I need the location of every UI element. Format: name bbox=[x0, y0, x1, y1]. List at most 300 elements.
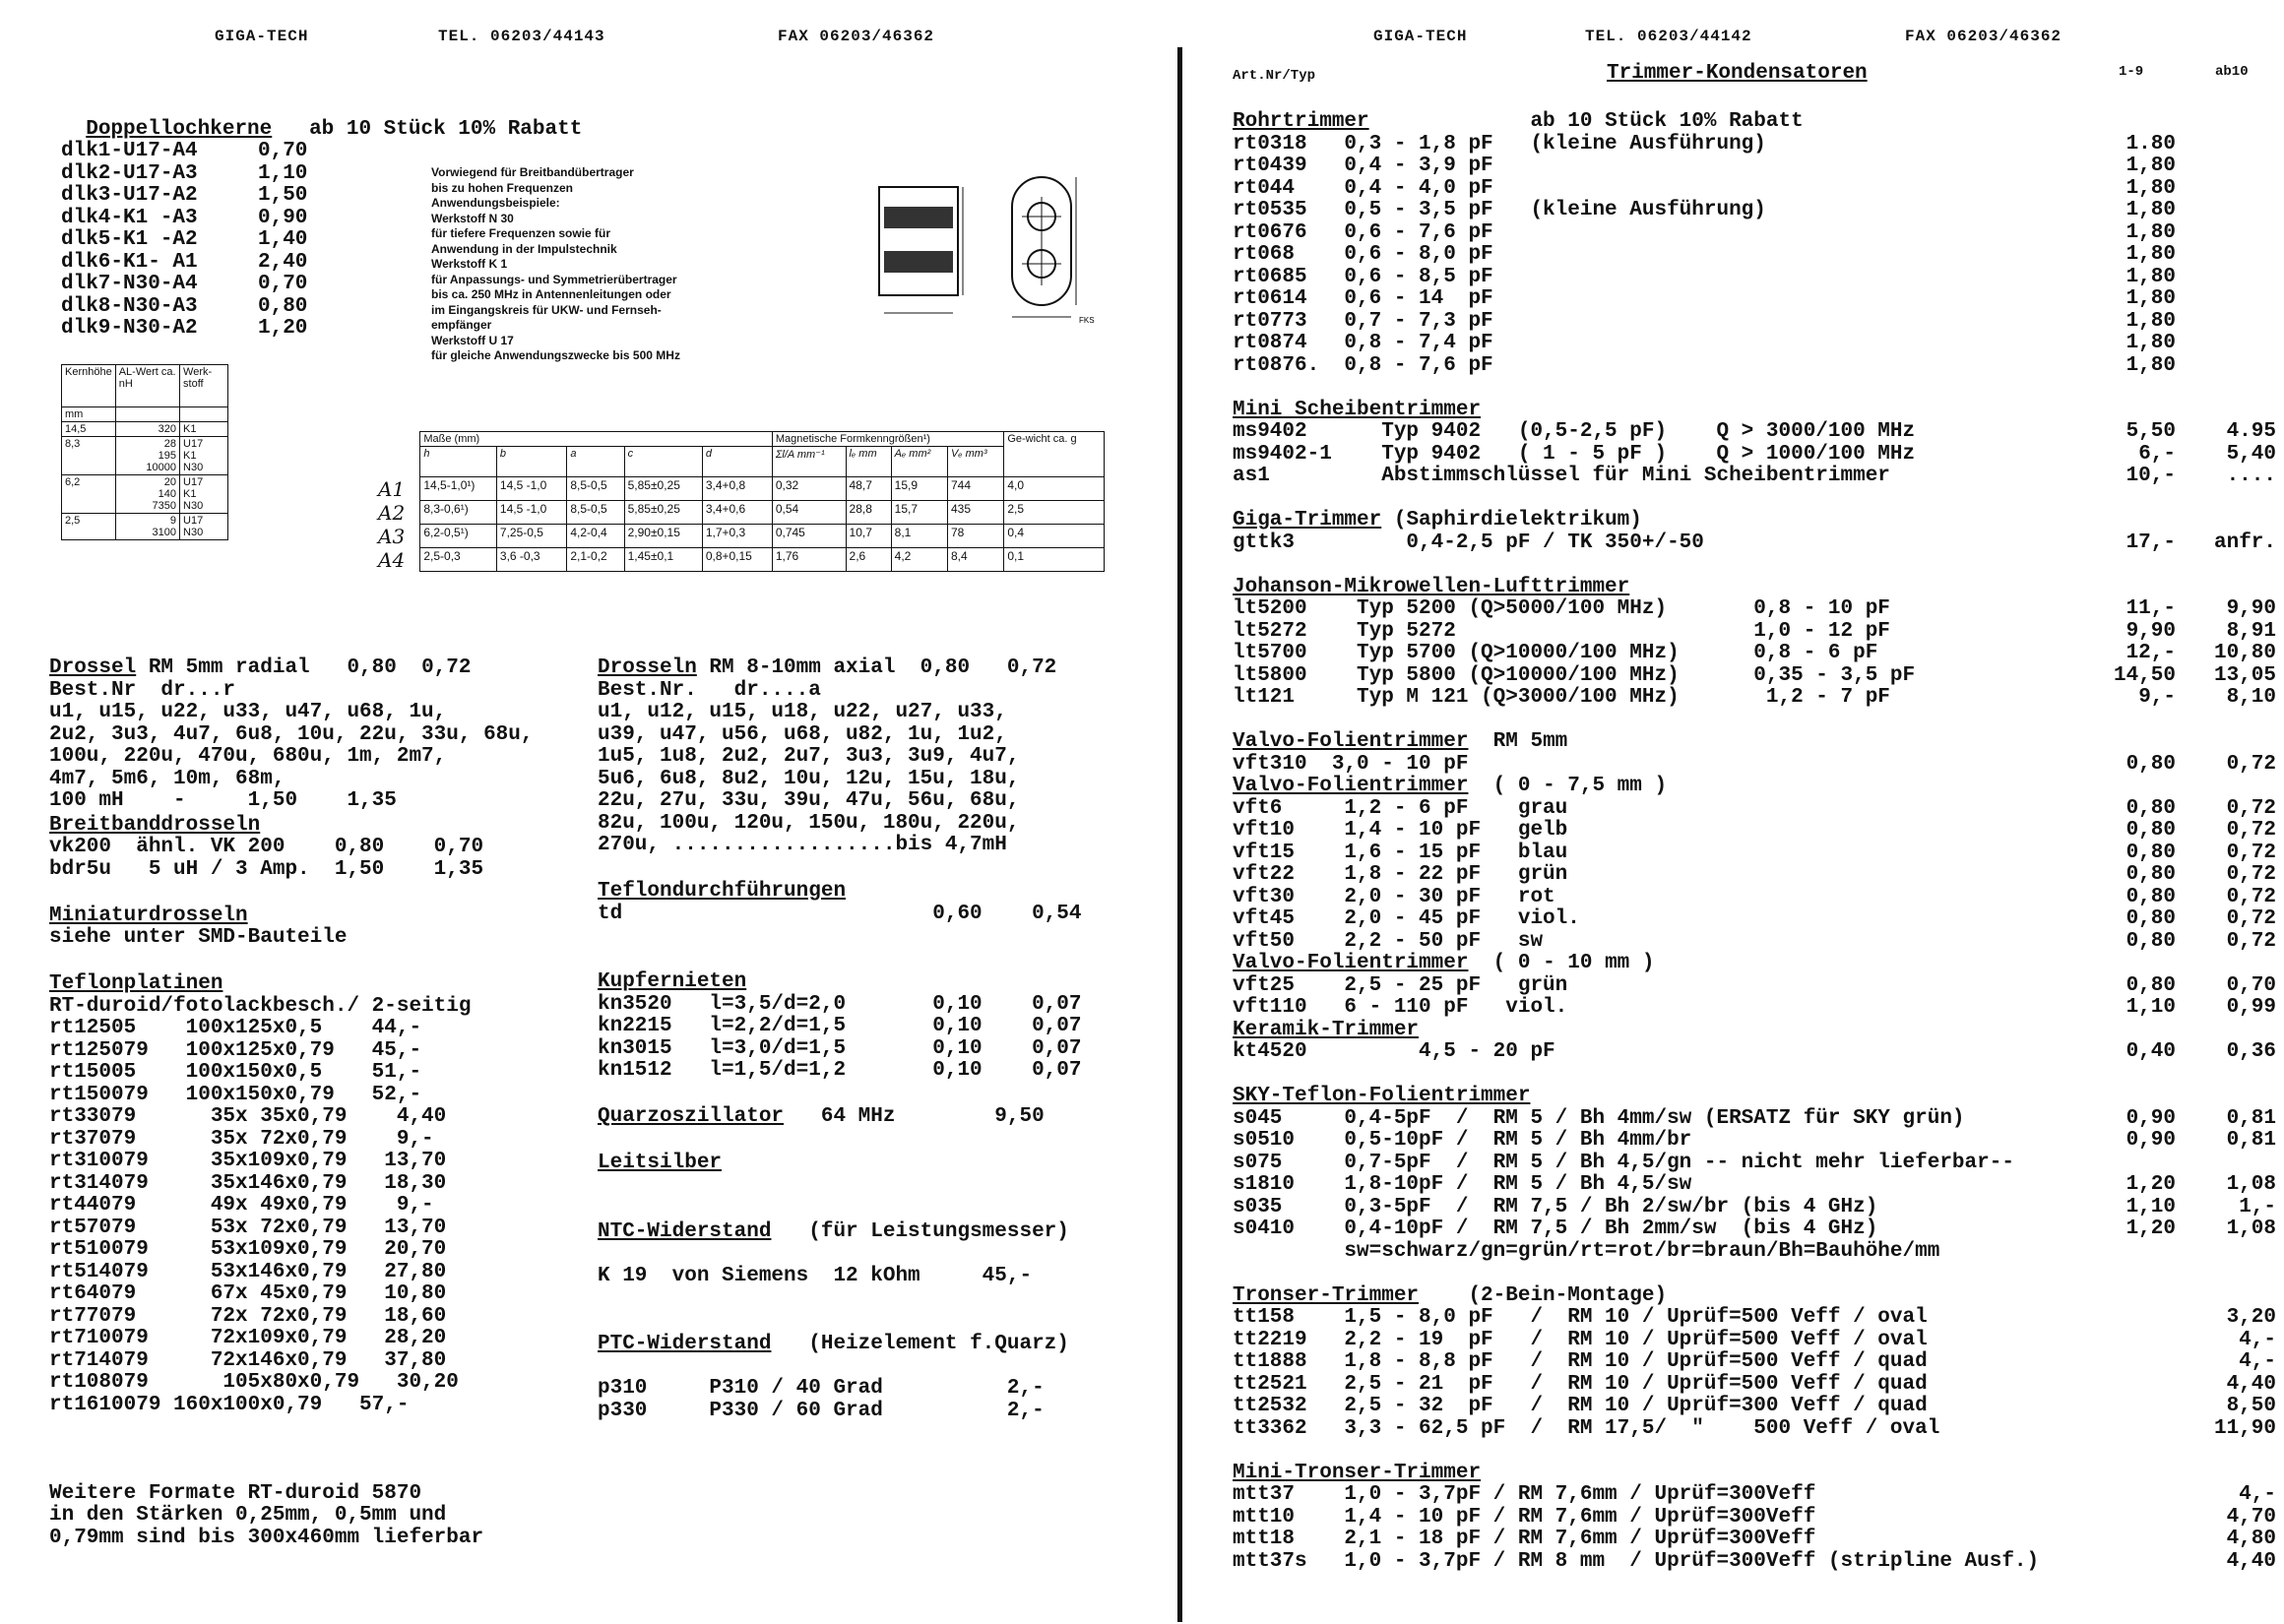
text-line: RT-duroid/fotolackbesch./ 2-seitig bbox=[49, 994, 472, 1018]
text-line: Best.Nr dr...r bbox=[49, 678, 236, 702]
text-line bbox=[598, 948, 1081, 970]
table-cell: 744 bbox=[947, 477, 1003, 501]
app-text-line: Werkstoff K 1 bbox=[431, 257, 508, 271]
row-text: sw=schwarz/gn=grün/rt=rot/br=braun/Bh=Bauhöhe/mm bbox=[1233, 1239, 1940, 1263]
row-text: mtt37s 1,0 - 3,7pF / RM 8 mm / Uprüf=300Veff (stripline Ausf.) bbox=[1233, 1549, 2040, 1573]
table-row bbox=[1233, 1395, 2284, 1417]
table-header: Aₑ mm² bbox=[891, 447, 947, 477]
table-cell: 2,5-0,3 bbox=[420, 548, 497, 572]
table-cell: 14,5 -1,0 bbox=[496, 501, 566, 525]
table-row bbox=[1233, 465, 2284, 487]
table-row bbox=[1233, 553, 2284, 576]
row-text: kt4520 4,5 - 20 pF bbox=[1233, 1040, 1555, 1063]
table-cell: 14,5 -1,0 bbox=[496, 477, 566, 501]
table-row bbox=[1233, 354, 2284, 377]
text-line: rt514079 53x146x0,79 27,80 bbox=[49, 1260, 447, 1283]
text-line: 1u5, 1u8, 2u2, 2u7, 3u3, 3u9, 4u7, bbox=[598, 745, 1020, 768]
table-row bbox=[1233, 1483, 2284, 1506]
table-header: a bbox=[567, 447, 624, 477]
table-header: Magnetische Formkenngrößen¹) bbox=[772, 432, 1004, 447]
text-line-rest: RM 8-10mm axial 0,80 0,72 bbox=[696, 656, 1057, 679]
item-price: 0,90 bbox=[258, 206, 308, 229]
list-item bbox=[61, 251, 356, 274]
row-text: rt0773 0,7 - 7,3 pF bbox=[1233, 309, 1493, 333]
table-cell: 1,76 bbox=[772, 548, 846, 572]
row-text: vft30 2,0 - 30 pF rot bbox=[1233, 885, 1555, 908]
doppelloch-title: Doppellochkerne bbox=[86, 117, 273, 141]
table-row bbox=[1233, 1462, 2284, 1484]
row-text: vft110 6 - 110 pF viol. bbox=[1233, 996, 1568, 1019]
list-item bbox=[61, 273, 356, 295]
row-text: lt5700 Typ 5700 (Q>10000/100 MHz) 0,8 - 6 pF bbox=[1233, 642, 1878, 664]
item-price: 1,50 bbox=[258, 184, 308, 207]
table-header: AL-Wert ca. nH bbox=[115, 365, 179, 407]
table-cell: 9 3100 bbox=[115, 514, 179, 540]
price-1-9: 0,80 bbox=[2125, 863, 2176, 886]
table-header: Maße (mm) bbox=[420, 432, 772, 447]
table-cell: 8,4 bbox=[947, 548, 1003, 572]
table-cell: 320 bbox=[115, 422, 179, 437]
table-header: Kernhöhe bbox=[62, 365, 116, 407]
text-line: rt44079 49x 49x0,79 9,- bbox=[49, 1194, 434, 1217]
price-ab10: 4,80 bbox=[2226, 1528, 2276, 1550]
text-line: Weitere Formate RT-duroid 5870 bbox=[49, 1481, 422, 1505]
text-line: in den Stärken 0,25mm, 0,5mm und bbox=[49, 1504, 447, 1527]
price-1-9: 12,- bbox=[2125, 642, 2176, 664]
list-item bbox=[61, 162, 356, 185]
table-header: d bbox=[702, 447, 772, 477]
text-line bbox=[598, 1287, 1081, 1310]
table-row bbox=[1233, 886, 2284, 908]
table-cell: 7,25-0,5 bbox=[496, 525, 566, 548]
section-heading: Drosseln bbox=[598, 656, 697, 679]
price-1-9: 1,80 bbox=[2125, 353, 2176, 377]
price-1-9: 1.80 bbox=[2125, 132, 2176, 156]
table-row bbox=[1233, 1306, 2284, 1329]
price-1-9: 1,80 bbox=[2125, 265, 2176, 288]
row-text: lt5272 Typ 5272 1,0 - 12 pF bbox=[1233, 619, 1890, 643]
text-line: kn2215 l=2,2/d=1,5 0,10 0,07 bbox=[598, 1015, 1082, 1037]
text-line bbox=[49, 1461, 533, 1483]
section-heading: Mini-Tronser-Trimmer bbox=[1233, 1461, 1482, 1484]
price-ab10: 0,99 bbox=[2226, 996, 2276, 1019]
right-header-company: GIGA-TECH bbox=[1373, 28, 1468, 45]
text-line: rt310079 35x109x0,79 13,70 bbox=[49, 1150, 447, 1172]
table-row bbox=[1233, 930, 2284, 953]
row-text: vft10 1,4 - 10 pF gelb bbox=[1233, 819, 1568, 842]
text-line: u1, u12, u15, u18, u22, u27, u33, bbox=[598, 701, 1007, 723]
table-cell: 6,2-0,5¹) bbox=[420, 525, 497, 548]
text-line: K 19 von Siemens 12 kOhm 45,- bbox=[598, 1264, 1033, 1287]
price-ab10: 0,72 bbox=[2226, 841, 2276, 864]
core-figure bbox=[874, 157, 1110, 340]
item-name: dlk9-N30-A2 bbox=[61, 317, 198, 340]
table-row bbox=[1233, 243, 2284, 266]
price-ab10: anfr. bbox=[2213, 531, 2276, 554]
table-cell: U17 N30 bbox=[180, 514, 228, 540]
text-line bbox=[598, 1243, 1081, 1266]
table-row bbox=[1233, 620, 2284, 643]
table-row bbox=[1233, 1373, 2284, 1396]
price-ab10: 4,70 bbox=[2226, 1505, 2276, 1529]
table-row bbox=[374, 525, 1105, 548]
row-text: mtt37 1,0 - 3,7pF / RM 7,6mm / Uprüf=300Veff bbox=[1233, 1483, 1816, 1506]
text-line bbox=[598, 1175, 1081, 1198]
table-cell: U17 K1 N30 bbox=[180, 475, 228, 514]
text-line bbox=[598, 925, 1081, 948]
price-1-9: 1,80 bbox=[2125, 332, 2176, 354]
row-tag: A2 bbox=[378, 500, 406, 525]
row-text: vft15 1,6 - 15 pF blau bbox=[1233, 841, 1568, 864]
row-text bbox=[1233, 1019, 1419, 1041]
section-heading: Tronser-Trimmer bbox=[1233, 1283, 1420, 1307]
table-row bbox=[1233, 177, 2284, 200]
table-cell: 20 140 7350 bbox=[115, 475, 179, 514]
table-header: c bbox=[624, 447, 702, 477]
row-text: tt1888 1,8 - 8,8 pF / RM 10 / Uprüf=500 Veff / quad bbox=[1233, 1350, 1928, 1373]
text-line: rt510079 53x109x0,79 20,70 bbox=[49, 1238, 447, 1261]
table-row bbox=[1233, 730, 2284, 753]
left-header-tel: TEL. 06203/44143 bbox=[438, 28, 605, 45]
price-1-9: 1,20 bbox=[2125, 1218, 2176, 1240]
row-text: s045 0,4-5pF / RM 5 / Bh 4mm/sw (ERSATZ für SKY grün) bbox=[1233, 1106, 1965, 1130]
table-cell: 0,745 bbox=[772, 525, 846, 548]
price-1-9: 17,- bbox=[2125, 531, 2176, 554]
text-line: rt108079 105x80x0,79 30,20 bbox=[49, 1371, 459, 1394]
table-cell: 4,0 bbox=[1004, 477, 1105, 501]
table-row bbox=[1233, 1085, 2284, 1107]
text-line-rest: (für Leistungsmesser) bbox=[771, 1219, 1069, 1243]
table-cell: 14,5 bbox=[62, 422, 116, 437]
table-header: h bbox=[420, 447, 497, 477]
table-row bbox=[374, 477, 1105, 501]
price-ab10: 4,40 bbox=[2226, 1549, 2276, 1573]
text-line bbox=[598, 1106, 1081, 1129]
row-text-rest: ab 10 Stück 10% Rabatt bbox=[1368, 110, 1804, 133]
price-ab10: 1,- bbox=[2239, 1195, 2276, 1218]
table-row bbox=[1233, 863, 2284, 886]
table-row bbox=[374, 432, 1105, 447]
price-1-9: 1,10 bbox=[2125, 996, 2176, 1019]
left-header-fax: FAX 06203/46362 bbox=[778, 28, 935, 45]
price-ab10: 0,72 bbox=[2226, 929, 2276, 953]
table-cell: 8,5-0,5 bbox=[567, 501, 624, 525]
price-ab10: 4.95 bbox=[2226, 420, 2276, 443]
table-cell: 28,8 bbox=[846, 501, 891, 525]
row-text: tt2532 2,5 - 32 pF / RM 10 / Uprüf=300 Veff / quad bbox=[1233, 1395, 1928, 1417]
table-row bbox=[1233, 1350, 2284, 1373]
table-row bbox=[1233, 110, 2284, 133]
price-1-9: 0,80 bbox=[2125, 819, 2176, 842]
row-text: s075 0,7-5pF / RM 5 / Bh 4,5/gn -- nicht mehr lieferbar-- bbox=[1233, 1151, 2014, 1174]
list-item bbox=[61, 228, 356, 251]
trimmer-list bbox=[1233, 110, 2284, 1572]
section-heading: Kupfernieten bbox=[598, 970, 747, 993]
section-heading: Valvo-Folientrimmer bbox=[1233, 775, 1469, 797]
price-1-9: 0,80 bbox=[2125, 885, 2176, 908]
row-text: s0510 0,5-10pF / RM 5 / Bh 4mm/br bbox=[1233, 1129, 1692, 1152]
text-line-rest: 64 MHz 9,50 bbox=[784, 1105, 1045, 1128]
text-line: siehe unter SMD-Bauteile bbox=[49, 926, 348, 949]
price-1-9: 11,- bbox=[2125, 597, 2176, 620]
price-1-9: 9,- bbox=[2138, 686, 2176, 709]
text-line bbox=[598, 1129, 1081, 1152]
section-heading: Teflondurchführungen bbox=[598, 880, 847, 903]
table-row bbox=[1233, 1218, 2284, 1240]
table-row bbox=[1233, 420, 2284, 443]
text-line: kn1512 l=1,5/d=1,2 0,10 0,07 bbox=[598, 1059, 1082, 1082]
text-line: rt57079 53x 72x0,79 13,70 bbox=[49, 1216, 447, 1239]
table-row bbox=[374, 548, 1105, 572]
text-line bbox=[49, 881, 533, 904]
table-cell: 8,1 bbox=[891, 525, 947, 548]
table-row bbox=[1233, 1040, 2284, 1063]
table-row bbox=[62, 365, 228, 407]
item-price: 0,70 bbox=[258, 140, 308, 162]
item-price: 1,20 bbox=[258, 317, 308, 340]
text-line bbox=[49, 906, 533, 928]
row-text: rt0676 0,6 - 7,6 pF bbox=[1233, 220, 1493, 244]
row-text: vft45 2,0 - 45 pF viol. bbox=[1233, 907, 1580, 930]
price-1-9: 1,80 bbox=[2125, 309, 2176, 333]
row-tag: A1 bbox=[378, 476, 406, 501]
table-cell: 1,7+0,3 bbox=[702, 525, 772, 548]
table-cell: 2,1-0,2 bbox=[567, 548, 624, 572]
section-heading: Keramik-Trimmer bbox=[1233, 1018, 1420, 1041]
row-text bbox=[1233, 1284, 1667, 1307]
text-line bbox=[598, 1153, 1081, 1175]
text-line: rt33079 35x 35x0,79 4,40 bbox=[49, 1105, 447, 1128]
text-line bbox=[598, 971, 1081, 994]
table-row bbox=[1233, 1528, 2284, 1550]
text-line bbox=[598, 1334, 1081, 1356]
app-text-line: Anwendung in der Impulstechnik bbox=[431, 241, 617, 256]
table-cell bbox=[180, 407, 228, 422]
table-row bbox=[1233, 686, 2284, 709]
table-row bbox=[1233, 1196, 2284, 1218]
table-cell: 8,5-0,5 bbox=[567, 477, 624, 501]
table-row bbox=[1233, 221, 2284, 244]
text-line: 270u, ..................bis 4,7mH bbox=[598, 834, 1007, 856]
price-ab10: 3,20 bbox=[2226, 1306, 2276, 1329]
row-text: mtt18 2,1 - 18 pF / RM 7,6mm / Uprüf=300Veff bbox=[1233, 1528, 1816, 1550]
item-name: dlk5-K1 -A2 bbox=[61, 228, 198, 251]
row-text bbox=[1233, 509, 1642, 531]
price-ab10: 0,72 bbox=[2226, 819, 2276, 842]
app-text-line: für Anpassungs- und Symmetrierübertrager bbox=[431, 272, 677, 286]
price-1-9: 0,80 bbox=[2125, 973, 2176, 997]
table-row bbox=[1233, 996, 2284, 1019]
text-line: rt37079 35x 72x0,79 9,- bbox=[49, 1127, 434, 1151]
row-text: ms9402-1 Typ 9402 ( 1 - 5 pF ) Q > 1000/100 MHz bbox=[1233, 442, 1916, 466]
row-text-rest: ( 0 - 10 mm ) bbox=[1468, 952, 1655, 974]
price-1-9: 9,90 bbox=[2125, 619, 2176, 643]
table-row bbox=[1233, 155, 2284, 177]
price-ab10: .... bbox=[2226, 465, 2276, 487]
table-header: Σl/A mm⁻¹ bbox=[772, 447, 846, 477]
price-1-9: 5,50 bbox=[2125, 420, 2176, 443]
text-line bbox=[49, 1439, 533, 1462]
left-header-company: GIGA-TECH bbox=[215, 28, 309, 45]
row-text: vft310 3,0 - 10 pF bbox=[1233, 752, 1469, 776]
section-heading: Leitsilber bbox=[598, 1152, 723, 1174]
text-line: kn3015 l=3,0/d=1,5 0,10 0,07 bbox=[598, 1036, 1082, 1060]
table-row bbox=[1233, 310, 2284, 333]
text-line: 100u, 220u, 470u, 680u, 1m, 2m7, bbox=[49, 745, 447, 768]
table-row bbox=[1233, 819, 2284, 842]
app-text-line: empfänger bbox=[431, 318, 492, 332]
application-text bbox=[431, 165, 680, 364]
table-row bbox=[1233, 531, 2284, 554]
table-row bbox=[1233, 907, 2284, 930]
text-line: kn3520 l=3,5/d=2,0 0,10 0,07 bbox=[598, 992, 1082, 1016]
table-cell: 5,85±0,25 bbox=[624, 477, 702, 501]
section-heading: SKY-Teflon-Folientrimmer bbox=[1233, 1085, 1531, 1107]
col-1-9-label: 1-9 bbox=[2119, 64, 2144, 80]
item-name: dlk1-U17-A4 bbox=[61, 140, 198, 162]
row-text: tt3362 3,3 - 62,5 pF / RM 17,5/ " 500 Veff / oval bbox=[1233, 1416, 1940, 1440]
table-row bbox=[1233, 842, 2284, 864]
fig-label: FKS bbox=[1079, 316, 1095, 325]
text-line bbox=[49, 815, 533, 838]
text-line: rt77079 72x 72x0,79 18,60 bbox=[49, 1304, 447, 1328]
app-text-line: Werkstoff N 30 bbox=[431, 211, 514, 225]
table-row bbox=[1233, 1152, 2284, 1174]
price-1-9: 1,80 bbox=[2125, 220, 2176, 244]
row-text: rt0614 0,6 - 14 pF bbox=[1233, 287, 1493, 310]
price-1-9: 0,80 bbox=[2125, 752, 2176, 776]
text-line bbox=[49, 950, 533, 972]
section-heading: Drossel bbox=[49, 656, 137, 679]
app-text-line: im Eingangskreis für UKW- und Fernseh- bbox=[431, 302, 662, 317]
core-drawing-icon bbox=[874, 157, 1110, 335]
price-ab10: 11,90 bbox=[2213, 1416, 2276, 1440]
price-ab10: 1,08 bbox=[2226, 1173, 2276, 1196]
table-row bbox=[1233, 133, 2284, 156]
text-line: td 0,60 0,54 bbox=[598, 902, 1082, 925]
right-header-fax: FAX 06203/46362 bbox=[1905, 28, 2062, 45]
price-ab10: 0,72 bbox=[2226, 863, 2276, 886]
price-1-9: 1,80 bbox=[2125, 287, 2176, 310]
row-text-rest: (2-Bein-Montage) bbox=[1419, 1283, 1668, 1307]
table-row bbox=[1233, 597, 2284, 620]
price-1-9: 1,10 bbox=[2125, 1195, 2176, 1218]
row-text bbox=[1233, 399, 1481, 421]
text-line: 5u6, 6u8, 8u2, 10u, 12u, 15u, 18u, bbox=[598, 767, 1020, 790]
page-divider bbox=[1177, 47, 1182, 1622]
price-1-9: 1,80 bbox=[2125, 155, 2176, 177]
row-text: tt2521 2,5 - 21 pF / RM 10 / Uprüf=500 Veff / quad bbox=[1233, 1372, 1928, 1396]
list-item bbox=[61, 317, 356, 340]
text-line: rt710079 72x109x0,79 28,20 bbox=[49, 1327, 447, 1349]
text-line bbox=[598, 1083, 1081, 1105]
row-text bbox=[1233, 952, 1654, 974]
text-line-rest: RM 5mm radial 0,80 0,72 bbox=[136, 656, 472, 679]
table-row bbox=[1233, 952, 2284, 974]
text-line: vk200 ähnl. VK 200 0,80 0,70 bbox=[49, 836, 484, 858]
table-cell: 2,5 bbox=[1004, 501, 1105, 525]
row-text bbox=[1233, 1462, 1481, 1484]
row-text bbox=[1233, 576, 1629, 598]
app-text-line: für tiefere Frequenzen sowie für bbox=[431, 226, 611, 240]
left-column-1 bbox=[49, 656, 533, 1549]
list-item bbox=[61, 207, 356, 229]
row-text: s035 0,3-5pF / RM 7,5 / Bh 2/sw/br (bis 4 GHz) bbox=[1233, 1195, 1878, 1218]
section-heading: Johanson-Mikrowellen-Lufttrimmer bbox=[1233, 575, 1630, 598]
row-text: rt0685 0,6 - 8,5 pF bbox=[1233, 265, 1493, 288]
price-1-9: 0,80 bbox=[2125, 907, 2176, 930]
dimension-table bbox=[374, 431, 1105, 572]
row-text-rest: (Saphirdielektrikum) bbox=[1381, 509, 1642, 531]
section-heading: Breitbanddrosseln bbox=[49, 813, 261, 837]
row-text: rt0874 0,8 - 7,4 pF bbox=[1233, 332, 1493, 354]
row-text: lt5800 Typ 5800 (Q>10000/100 MHz) 0,35 - 3,5 pF bbox=[1233, 663, 1916, 687]
table-unit: mm bbox=[62, 407, 116, 422]
table-row bbox=[1233, 1284, 2284, 1307]
table-row bbox=[62, 422, 228, 437]
price-ab10: 1,08 bbox=[2226, 1218, 2276, 1240]
table-cell: 15,9 bbox=[891, 477, 947, 501]
table-cell: 8,3-0,6¹) bbox=[420, 501, 497, 525]
table-cell bbox=[374, 447, 420, 477]
item-name: dlk7-N30-A4 bbox=[61, 273, 198, 295]
text-line: rt714079 72x146x0,79 37,80 bbox=[49, 1348, 447, 1372]
price-1-9: 0,40 bbox=[2125, 1040, 2176, 1063]
table-row bbox=[1233, 642, 2284, 664]
price-ab10: 8,50 bbox=[2226, 1395, 2276, 1417]
table-header: Vₑ mm³ bbox=[947, 447, 1003, 477]
table-row bbox=[1233, 797, 2284, 820]
text-line: rt150079 100x150x0,79 52,- bbox=[49, 1083, 422, 1106]
text-line: 82u, 100u, 120u, 150u, 180u, 220u, bbox=[598, 811, 1020, 835]
text-line: Best.Nr. dr....a bbox=[598, 678, 821, 702]
row-text: lt121 Typ M 121 (Q>3000/100 MHz) 1,2 - 7 pF bbox=[1233, 686, 1890, 709]
app-text-line: bis zu hohen Frequenzen bbox=[431, 180, 574, 195]
table-cell: 4,2-0,4 bbox=[567, 525, 624, 548]
table-row bbox=[1233, 332, 2284, 354]
price-ab10: 0,81 bbox=[2226, 1106, 2276, 1130]
row-text: vft50 2,2 - 50 pF sw bbox=[1233, 929, 1544, 953]
right-header-tel: TEL. 06203/44142 bbox=[1585, 28, 1752, 45]
table-cell: 4,2 bbox=[891, 548, 947, 572]
table-cell: 435 bbox=[947, 501, 1003, 525]
table-cell: U17 K1 N30 bbox=[180, 437, 228, 475]
text-line: rt1610079 160x100x0,79 57,- bbox=[49, 1393, 410, 1416]
row-text bbox=[1233, 1085, 1530, 1107]
table-row bbox=[1233, 1063, 2284, 1086]
price-ab10: 9,90 bbox=[2226, 597, 2276, 620]
row-text bbox=[1233, 775, 1667, 797]
section-heading: Quarzoszillator bbox=[598, 1105, 785, 1128]
section-heading: PTC-Widerstand bbox=[598, 1333, 772, 1355]
item-name: dlk6-K1- A1 bbox=[61, 250, 198, 274]
price-ab10: 0,72 bbox=[2226, 907, 2276, 930]
table-row bbox=[374, 501, 1105, 525]
price-ab10: 0,72 bbox=[2226, 885, 2276, 908]
table-cell: 0,4 bbox=[1004, 525, 1105, 548]
table-row bbox=[1233, 1019, 2284, 1041]
text-line: p330 P330 / 60 Grad 2,- bbox=[598, 1399, 1045, 1422]
price-1-9: 1,80 bbox=[2125, 199, 2176, 221]
section-heading: Valvo-Folientrimmer bbox=[1233, 730, 1469, 753]
doppelloch-rabatt: ab 10 Stück 10% Rabatt bbox=[309, 117, 583, 141]
table-row bbox=[62, 407, 228, 422]
price-ab10: 8,10 bbox=[2226, 686, 2276, 709]
row-text bbox=[1233, 110, 1804, 133]
table-row bbox=[374, 447, 1105, 477]
item-price: 0,70 bbox=[258, 273, 308, 295]
row-text bbox=[1233, 730, 1567, 753]
